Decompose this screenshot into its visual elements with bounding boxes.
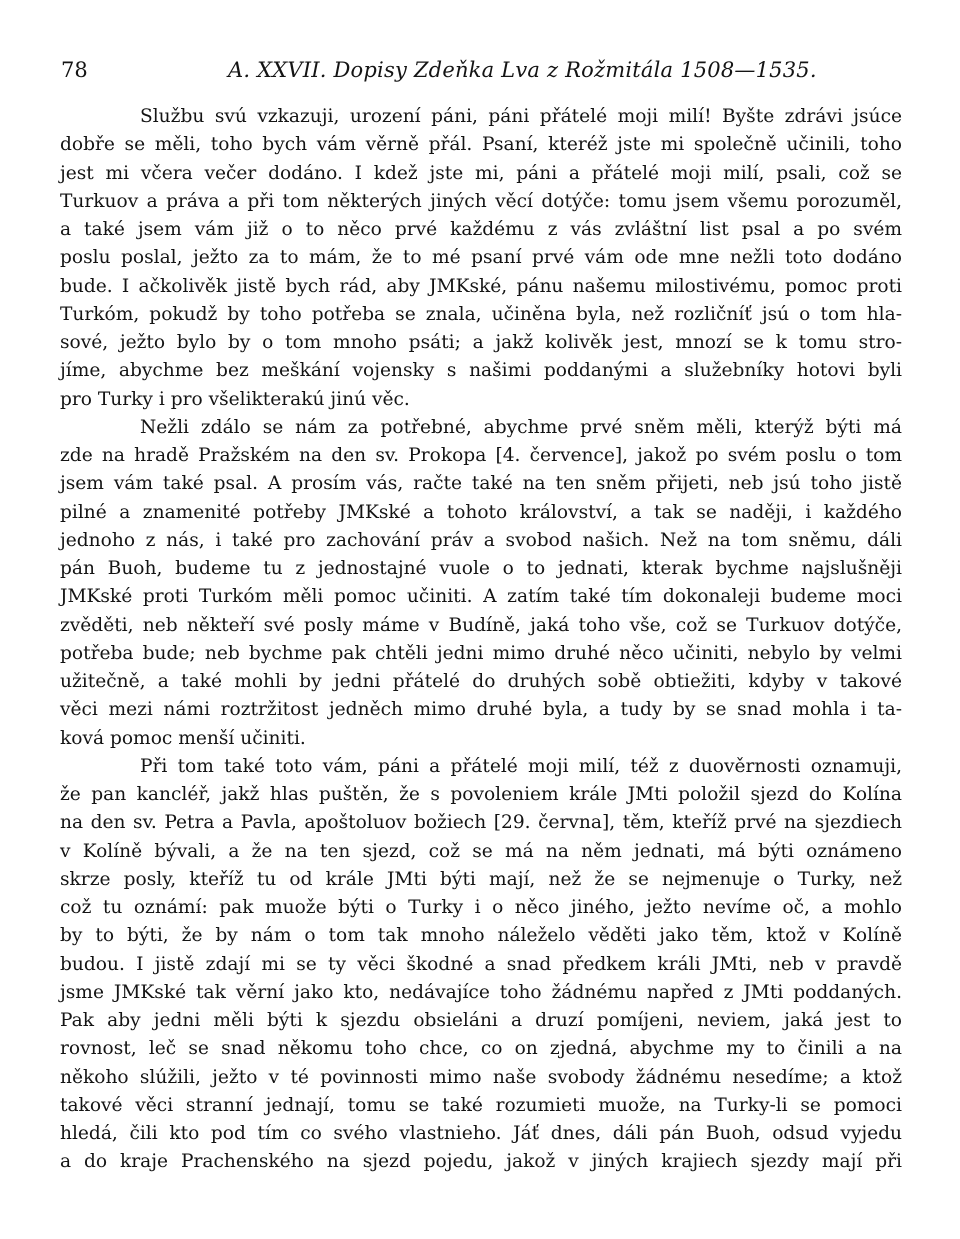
text-line: ková pomoc menší učiniti. [60, 727, 306, 749]
text-line: a do kraje Prachenského na sjezd pojedu, jakož v jiných krajiech sjezdy mají při [60, 1151, 902, 1173]
text-line: a také jsem vám již o to něco prvé každému z vás zvláštní list psal a po svém [60, 219, 902, 240]
text-line: bude. I ačkolivěk jistě bych rád, aby JMKské, pánu našemu milostivému, pomoc proti [60, 275, 902, 297]
text-line: věci mezi námi roztržitost jedněch mimo druhé byla, a tudy by se snad mohla i ta- [60, 699, 902, 721]
text-line: skrze posly, kteříž tu od krále JMti býti mají, než že se nejmenuje o Turky, než [60, 868, 902, 890]
body-text [60, 103, 902, 1177]
text-line: rovnost, leč se snad někomu toho chce, co on zjedná, abychme my to činili a na [60, 1038, 902, 1060]
text-line: což tu oznámí: pak muože býti o Turky i o něco jiného, ježto nevíme oč, a mohlo [60, 897, 902, 918]
text-line: poslu poslal, ježto za to mám, že to mé psaní prvé vám ode mne nežli toto dodáno [60, 247, 902, 269]
text-line: jednoho z nás, i také pro zachování práv a svobod našich. Než na tom sněmu, dáli [60, 529, 902, 551]
text-line: potřeba bude; neb bychme pak chtěli jedni mimo druhé něco učiniti, nebylo by velmi [60, 642, 902, 664]
text-line: Nežli zdálo se nám za potřebné, abychme prvé sněm měli, kterýž býti má [140, 416, 902, 438]
text-line: pilné a znamenité potřeby JMKské a tohoto království, a tak se naději, i každého [60, 501, 902, 523]
text-line: budou. I jistě zdají mi se ty věci škodné a snad předkem králi JMti, neb v pravdě [60, 953, 902, 975]
text-line: pán Buoh, budeme tu z jednostajné vuole o to jednati, kterak bychme najslušněji [60, 558, 902, 579]
text-line: pro Turky i pro všelikterakú jinú věc. [60, 388, 410, 410]
text-line: v Kolíně bývali, a že na ten sjezd, což se má na něm jednati, má býti oznámeno [60, 840, 902, 862]
page-number: 78 [61, 58, 88, 82]
text-line: Turkuov a práva a při tom některých jiných věcí dotýče: tomu jsem všemu porozuměl, [60, 190, 902, 212]
text-line: jsme JMKské tak věrní jako kto, nedávajíce toho žádnému napřed z JMti poddaných. [60, 981, 902, 1003]
text-line: takové věci stranní jednají, tomu se také rozumieti muože, na Turky-li se pomoci [60, 1094, 902, 1116]
text-line: jsem vám také psal. A prosím vás, račte také na ten sněm přijeti, neb jsú toho jistě [60, 473, 902, 495]
running-title: A. XXVII. Dopisy Zdeňka Lva z Rožmitála 1508—1535. [228, 58, 817, 82]
text-line: Službu svú vzkazuji, urození páni, páni přátelé moji milí! Byšte zdrávi jsúce [140, 106, 902, 127]
text-line: Pak aby jedni měli býti k sjezdu obsieláni a druzí pomíjeni, neviem, jaká jest to [60, 1010, 902, 1031]
text-line: zvěděti, neb někteří své posly máme v Budíně, jaká toho vše, což se Turkuov dotýče, [60, 614, 902, 636]
text-line: Turkóm, pokudž by toho potřeba se znala, učiněna byla, než rozličníť jsú o tom hla- [60, 303, 902, 325]
text-line: hledá, čili kto pod tím co svého vlastnieho. Jáť dnes, dáli pán Buoh, odsud vyjedu [60, 1123, 902, 1144]
text-line: že pan kancléř, jakž hlas puštěn, že s povoleniem krále JMti položil sjezd do Kolína [60, 784, 902, 805]
text-line: dobře se měli, toho bych vám věrně přál. Psaní, kteréž jste mi společně učinili, toho [60, 134, 902, 156]
text-line: jest mi včera večer dodáno. I kdež jste mi, páni a přátelé moji milí, psali, což se [60, 162, 902, 184]
text-line: někoho slúžili, ježto v té povinnosti mimo naše svobody žádnému nesedíme; a ktož [60, 1066, 902, 1088]
text-line: sové, ježto bylo by o tom mnoho psáti; a jakž kolivěk jest, mnozí se k tomu stro- [60, 332, 902, 353]
text-line: Při tom také toto vám, páni a přátelé moji milí, též z duověrnosti oznamuji, [140, 755, 902, 777]
text-line: by to býti, že by nám o tom tak mnoho náleželo věděti jako těm, ktož v Kolíně [60, 925, 902, 947]
text-line: na den sv. Petra a Pavla, apoštoluov božiech [29. června], těm, kteříž prvé na sjezdiech [60, 812, 902, 834]
text-line: užitečně, a také mohli by jedni přátelé do druhých sobě obtiežiti, kdyby v takové [60, 671, 902, 692]
text-line: zde na hradě Pražském na den sv. Prokopa [4. července], jakož po svém poslu o tom [60, 445, 902, 466]
text-line: JMKské proti Turkóm měli pomoc učiniti. A zatím také tím dokonaleji budeme moci [60, 586, 902, 608]
text-line: jíme, abychme bez meškání vojensky s našimi poddanými a služebníky hotovi byli [60, 360, 902, 382]
